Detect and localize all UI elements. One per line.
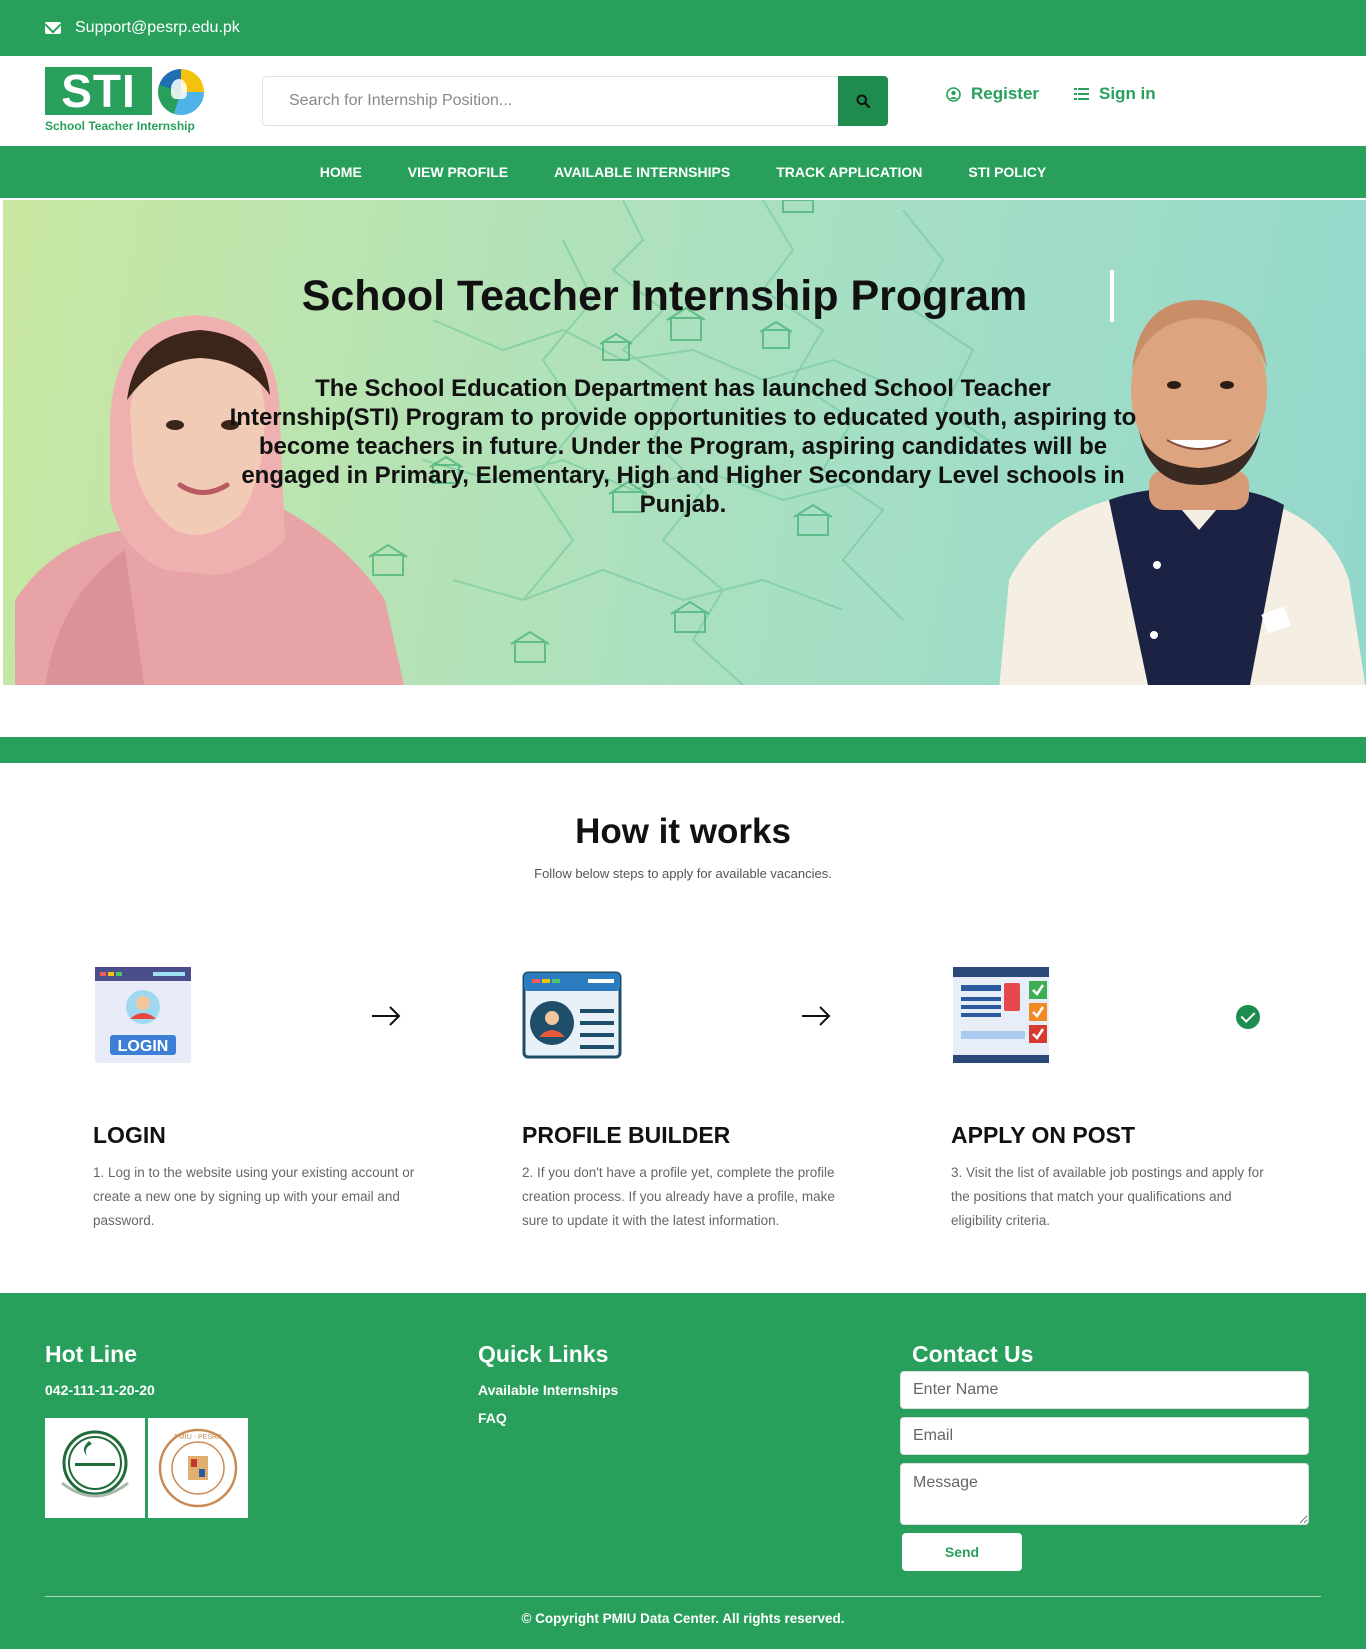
typing-cursor [1110, 270, 1114, 322]
how-it-works-title: How it works [575, 812, 791, 851]
nav-item-home[interactable]: HOME [319, 164, 362, 180]
login-icon-label: LOGIN [117, 1038, 169, 1055]
hero-banner [3, 200, 1366, 685]
logo-emblem-icon [158, 69, 204, 115]
email-field[interactable] [900, 1417, 1309, 1455]
section-divider [0, 737, 1366, 763]
hotline-number[interactable]: 042-111-11-20-20 [45, 1382, 155, 1398]
footer-link-available-internships[interactable]: Available Internships [478, 1382, 619, 1398]
step-login-title: LOGIN [93, 1122, 166, 1148]
search-button[interactable] [838, 76, 888, 126]
footer-divider [45, 1596, 1321, 1597]
contact-form [900, 1371, 1309, 1571]
envelope-icon [45, 22, 61, 34]
nav-item-available-internships[interactable]: AVAILABLE INTERNSHIPS [554, 164, 731, 180]
seal2-label: PMIU - PESRP [174, 1434, 222, 1441]
hero-description: The School Education Department has launched School Teacher Internship(STI) Program to provide opportunities to educated youth, aspiring to become teachers in future. Under the Program, aspiring candidates will be engaged in Primary, Elementary, High and Higher Secondary Level schools in Punjab. [229, 375, 1137, 518]
signin-label: Sign in [1099, 84, 1156, 103]
punjab-government-seal [45, 1418, 145, 1518]
register-link[interactable] [946, 84, 1039, 104]
step-profile-text: 2. If you don't have a profile yet, complete the profile creation process. If you already have a profile, make sure to update it with the latest information. [522, 1165, 835, 1228]
register-label: Register [971, 84, 1040, 103]
footer-link-faq[interactable]: FAQ [478, 1410, 507, 1426]
list-icon [1074, 88, 1089, 100]
top-bar [0, 0, 1366, 56]
name-field[interactable] [900, 1371, 1309, 1409]
search-input[interactable] [263, 77, 838, 125]
footer [0, 1293, 1366, 1649]
hotline-title: Hot Line [45, 1341, 137, 1367]
footer-quick-links [478, 1341, 618, 1426]
logo-text: STI [45, 67, 152, 115]
nav-item-track-application[interactable]: TRACK APPLICATION [776, 164, 923, 180]
logo-tagline: School Teacher Internship [45, 119, 195, 133]
checklist-document-icon [951, 965, 1051, 1065]
step-login-text: 1. Log in to the website using your existing account or create a new one by signing up with your email and password. [93, 1165, 415, 1228]
arrow-right-icon [800, 1004, 832, 1028]
how-it-works-subtitle: Follow below steps to apply for available vacancies. [534, 866, 832, 881]
site-logo[interactable] [45, 67, 210, 137]
pmiu-pesrp-seal [148, 1418, 248, 1518]
nav-item-view-profile[interactable]: VIEW PROFILE [407, 164, 509, 180]
copyright-text: © Copyright PMIU Data Center. All rights reserved. [521, 1611, 845, 1626]
footer-hotline [45, 1341, 248, 1518]
profile-card-icon [522, 965, 622, 1065]
user-circle-icon [946, 87, 961, 102]
search-icon [856, 94, 870, 108]
search-bar [262, 76, 888, 126]
header [0, 56, 1366, 146]
step-profile-title: PROFILE BUILDER [522, 1122, 731, 1148]
main-nav [0, 146, 1366, 198]
check-circle-icon [1236, 1005, 1260, 1029]
step-apply-title: APPLY ON POST [951, 1122, 1136, 1148]
support-email[interactable]: Support@pesrp.edu.pk [75, 19, 240, 36]
nav-item-sti-policy[interactable]: STI POLICY [968, 164, 1047, 180]
message-field[interactable] [900, 1463, 1309, 1525]
signin-link[interactable] [1074, 84, 1156, 104]
login-window-icon [93, 965, 193, 1065]
footer-contact [912, 1341, 1034, 1560]
send-button[interactable]: Send [902, 1533, 1022, 1571]
contact-title: Contact Us [912, 1341, 1034, 1367]
arrow-right-icon [370, 1004, 402, 1028]
quick-links-title: Quick Links [478, 1341, 609, 1367]
step-apply-on-post [951, 965, 1281, 1233]
step-apply-text: 3. Visit the list of available job postings and apply for the positions that match your qualifications and eligibility criteria. [951, 1165, 1264, 1228]
hero-title: School Teacher Internship Program [301, 272, 1028, 320]
